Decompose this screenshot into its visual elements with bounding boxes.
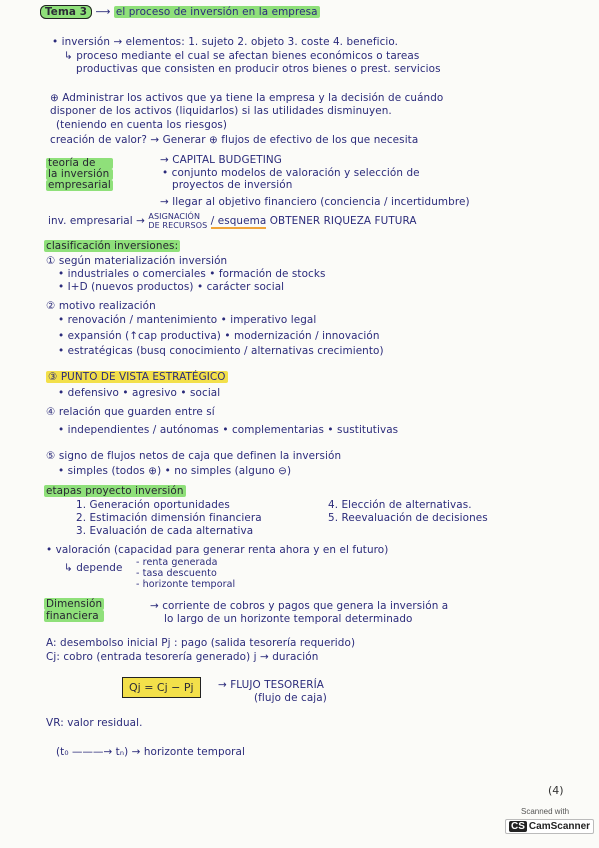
teoria-label-c: empresarial — [48, 179, 111, 191]
def-line-2: Cj: cobro (entrada tesorería generado) j → duración — [46, 651, 319, 663]
inv-empresarial: inv. empresarial → — [48, 215, 145, 227]
flujo-tesoreria: → FLUJO TESORERÍA — [218, 679, 324, 691]
valor-residual: VR: valor residual. — [46, 717, 143, 729]
camscanner-watermark — [505, 807, 591, 834]
line-2: ↳ proceso mediante el cual se afectan bienes económicos o tareas — [64, 50, 420, 62]
depende: ↳ depende — [64, 562, 123, 574]
line-4: ⊕ Administrar los activos que ya tiene la empresa y la decisión de cuándo — [50, 92, 444, 104]
clasif-4: ④ relación que guarden entre sí — [46, 406, 215, 418]
def-line-1: A: desembolso inicial Pj : pago (salida tesorería requerido) — [46, 637, 356, 649]
line-7: creación de valor? → Generar ⊕ flujos de efectivo de los que necesita — [50, 134, 419, 146]
camscanner-logo: CS CamScanner — [505, 819, 594, 834]
clasif-heading: clasificación inversiones: — [46, 240, 179, 252]
line-6: (teniendo en cuenta los riesgos) — [56, 119, 228, 131]
riqueza-futura: OBTENER RIQUEZA FUTURA — [269, 215, 417, 227]
clasif-5a: • simples (todos ⊕) • no simples (alguno ⊖) — [58, 465, 292, 477]
etapa-3: 3. Evaluación de cada alternativa — [76, 525, 254, 537]
etapa-1: 1. Generación oportunidades — [76, 499, 230, 511]
etapa-5: 5. Reevaluación de decisiones — [328, 512, 488, 524]
asignacion: ASIGNACIÓN — [148, 212, 201, 221]
dimension-1: → corriente de cobros y pagos que genera la inversión a — [150, 600, 449, 612]
clasif-2: ② motivo realización — [46, 300, 156, 312]
etapas-heading: etapas proyecto inversión — [46, 485, 184, 497]
clasif-3: ③ PUNTO DE VISTA ESTRATÉGICO — [48, 371, 226, 383]
scanned-with: Scanned with — [520, 807, 570, 816]
flujo-caja: (flujo de caja) — [254, 692, 327, 704]
header-line: Tema 3 ⟶ el proceso de inversión en la empresa — [40, 6, 320, 19]
teoria-block — [46, 158, 113, 191]
clasif-5: ⑤ signo de flujos netos de caja que definen la inversión — [46, 450, 342, 462]
etapa-4: 4. Elección de alternativas. — [328, 499, 472, 511]
dimension-2: lo largo de un horizonte temporal determinado — [164, 613, 413, 625]
page-number: (4) — [548, 784, 564, 797]
clasif-2a: • renovación / mantenimiento • imperativo legal — [58, 314, 317, 326]
esquema: / esquema — [210, 215, 267, 227]
cs-icon: CS — [511, 821, 525, 832]
line-9 — [48, 212, 417, 230]
dimension-block: Dimensión financiera — [46, 598, 103, 622]
valoracion: • valoración (capacidad para generar renta ahora y en el futuro) — [46, 544, 389, 556]
depende-2: - tasa descuento — [136, 568, 217, 579]
formula-box: Qj = Cj − Pj — [122, 677, 201, 698]
clasif-4a: • independientes / autónomas • complementarias • sustitutivas — [58, 424, 399, 436]
clasif-2c: • estratégicas (busq conocimiento / alternativas crecimiento) — [58, 345, 384, 357]
etapa-2: 2. Estimación dimensión financiera — [76, 512, 262, 524]
depende-3: - horizonte temporal — [136, 579, 236, 590]
clasif-1b: • I+D (nuevos productos) • carácter social — [58, 281, 285, 293]
line-3: productivas que consisten en producir otros bienes o prest. servicios — [76, 63, 441, 75]
teoria-item-2: • conjunto modelos de valoración y selección de — [162, 167, 420, 179]
line-5: disponer de los activos (liquidarlos) si las utilidades disminuyen. — [50, 105, 392, 117]
line-1: • inversión → elementos: 1. sujeto 2. objeto 3. coste 4. beneficio. — [52, 36, 399, 48]
tema-label: Tema 3 — [40, 5, 92, 19]
clasif-1: ① según materialización inversión — [46, 255, 228, 267]
teoria-label-a: teoría de — [46, 158, 113, 169]
clasif-2b: • expansión (↑cap productiva) • modernización / innovación — [58, 330, 380, 342]
page-title: el proceso de inversión en la empresa — [115, 6, 318, 18]
depende-1: - renta generada — [136, 557, 218, 568]
horizonte: (t₀ ———→ tₙ) → horizonte temporal — [56, 746, 245, 758]
teoria-item-1: → CAPITAL BUDGETING — [160, 154, 282, 166]
teoria-item-3: proyectos de inversión — [172, 179, 293, 191]
clasif-3a: • defensivo • agresivo • social — [58, 387, 221, 399]
teoria-label-b: la inversión — [46, 169, 113, 180]
de-recursos: DE RECURSOS — [148, 221, 208, 230]
line-8: → llegar al objetivo financiero (conciencia / incertidumbre) — [160, 196, 470, 208]
clasif-1a: • industriales o comerciales • formación de stocks — [58, 268, 326, 280]
